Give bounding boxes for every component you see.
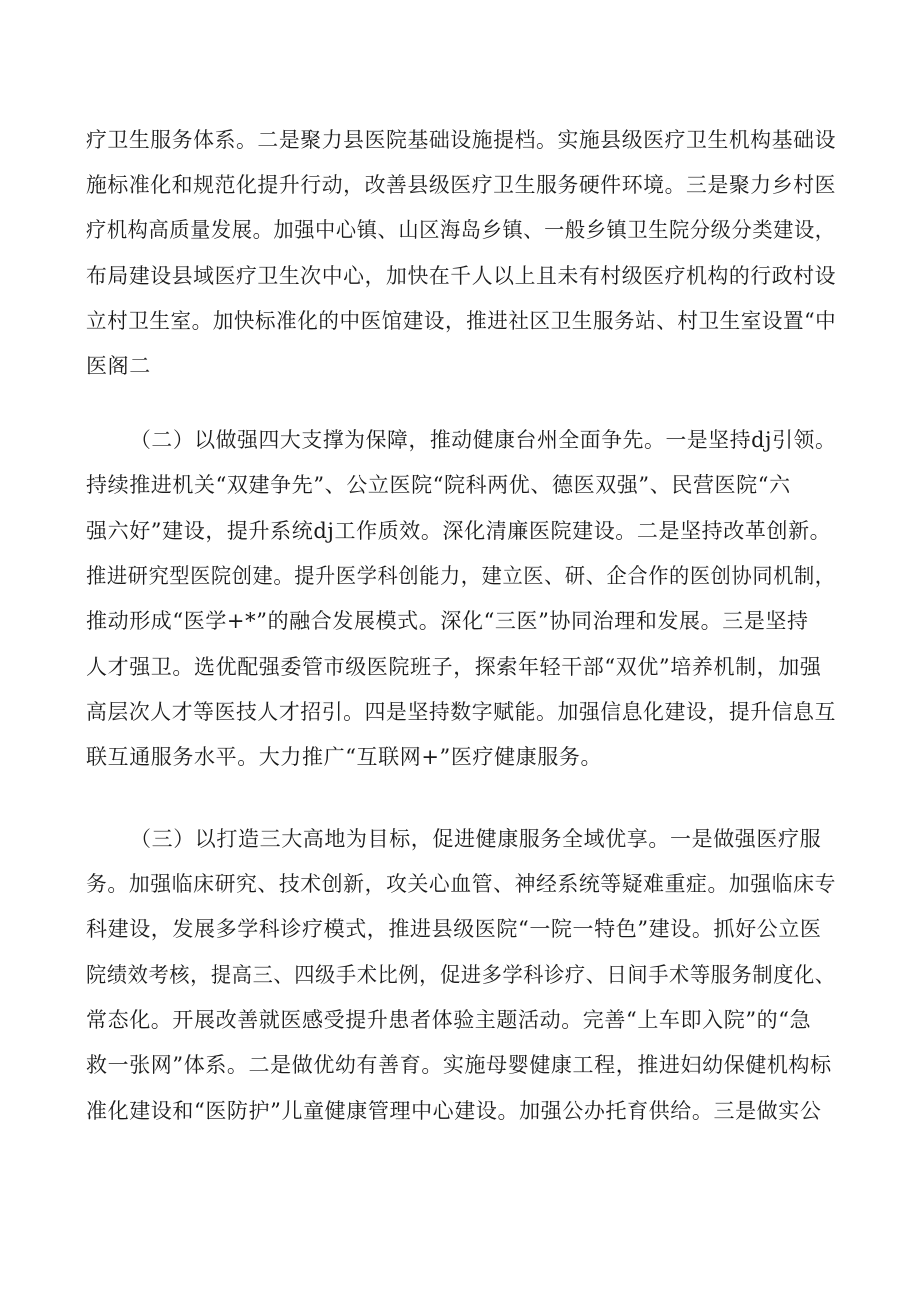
text-line: 立村卫生室。加快标准化的中医馆建设，推进社区卫生服务站、村卫生室设置“中 — [86, 309, 837, 333]
text-line: 人才强卫。选优配强委管市级医院班子，探索年轻干部“双优”培养机制，加强 — [86, 655, 822, 679]
text-line: 推进研究型医院创建。提升医学科创能力，建立医、研、企合作的医创协同机制， — [86, 564, 836, 588]
text-line: 施标准化和规范化提升行动，改善县级医疗卫生服务硬件环境。三是聚力乡村医 — [86, 173, 837, 197]
paragraph-heading-line: （二）以做强四大支撑为保障，推动健康台州全面争先。一是坚持dj引领。 — [130, 428, 837, 452]
text-line: 科建设，发展多学科诊疗模式，推进县级医院“一院一特色”建设。抓好公立医 — [86, 917, 822, 941]
text-line: 疗卫生服务体系。二是聚力县医院基础设施提档。实施县级医疗卫生机构基础设 — [86, 128, 837, 152]
text-line: 院绩效考核，提高三、四级手术比例，促进多学科诊疗、日间手术等服务制度化、 — [86, 963, 836, 987]
text-line: 强六好”建设，提升系统dj工作质效。深化清廉医院建设。二是坚持改革创新。 — [86, 519, 832, 543]
text-line: 务。加强临床研究、技术创新，攻关心血管、神经系统等疑难重症。加强临床专 — [86, 872, 837, 896]
text-line: 推动形成“医学+*”的融合发展模式。深化“三医”协同治理和发展。三是坚持 — [86, 609, 809, 633]
text-line: 高层次人才等医技人才招引。四是坚持数字赋能。加强信息化建设，提升信息互 — [86, 700, 837, 724]
text-line: 救一张网”体系。二是做优幼有善育。实施母婴健康工程，推进妇幼保健机构标 — [86, 1053, 832, 1077]
paragraph-heading-line: （三）以打造三大高地为目标，促进健康服务全域优享。一是做强医疗服 — [130, 827, 822, 851]
text-line: 持续推进机关“双建争先”、公立医院“院科两优、德医双强”、民营医院“六 — [86, 473, 791, 497]
text-line: 布局建设县域医疗卫生次中心，加快在千人以上且未有村级医疗机构的行政村设 — [86, 264, 837, 288]
text-line: 医阁二 — [86, 354, 151, 378]
text-line: 准化建设和“医防护”儿童健康管理中心建设。加强公办托育供给。三是做实公 — [86, 1099, 822, 1123]
text-line: 联互通服务水平。大力推广“互联网+”医疗健康服务。 — [86, 745, 603, 769]
text-line: 疗机构高质量发展。加强中心镇、山区海岛乡镇、一般乡镇卫生院分级分类建设， — [86, 218, 836, 242]
text-line: 常态化。开展改善就医感受提升患者体验主题活动。完善“上车即入院”的“急 — [86, 1008, 812, 1032]
